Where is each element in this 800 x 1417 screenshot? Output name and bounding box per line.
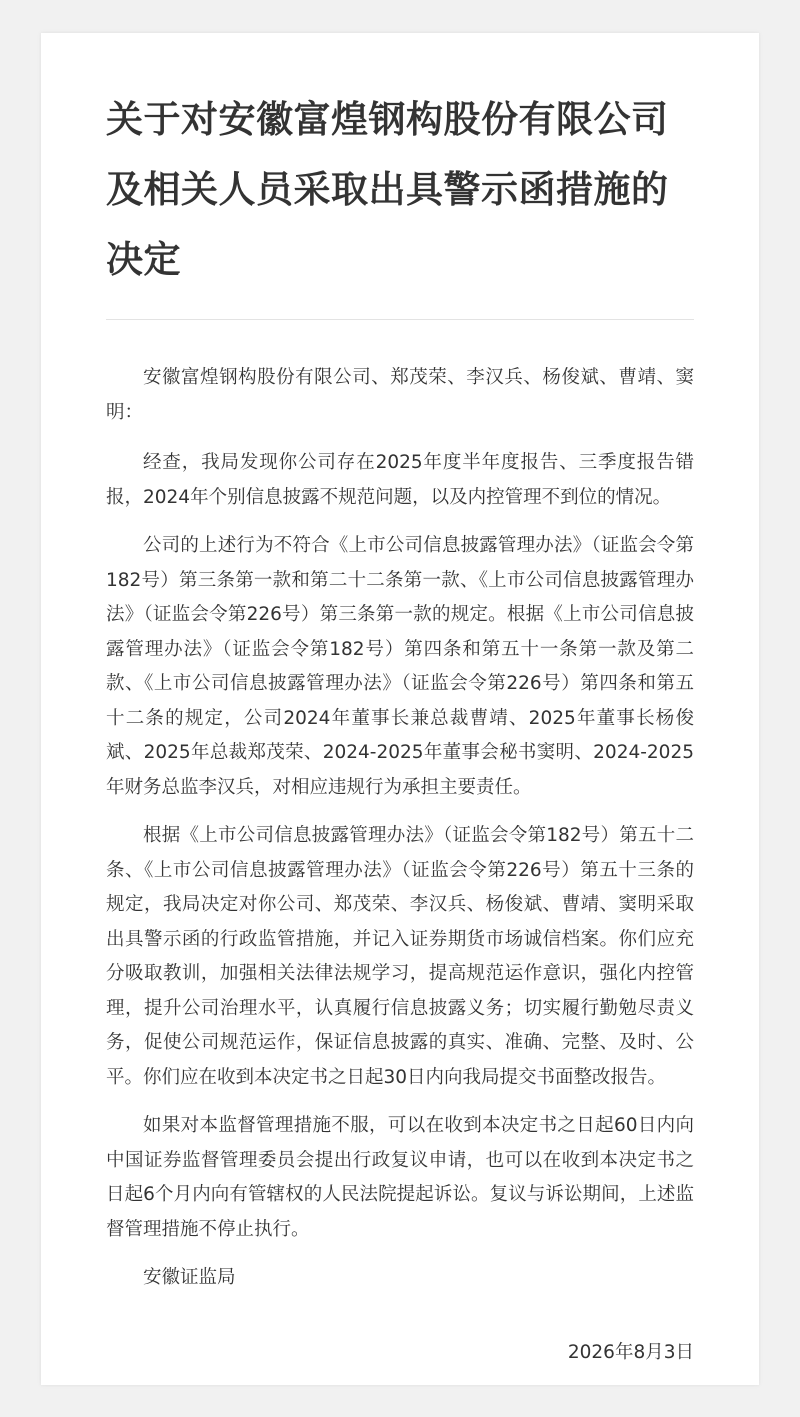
issuer-signature: 安徽证监局 [143, 1267, 236, 1288]
paragraph-violations: 公司的上述行为不符合《上市公司信息披露管理办法》（证监会令第182号）第三条第一款和第二十二条第一款、《上市公司信息披露管理办法》（证监会令第226号）第三条第一款的规定。根据《上市公司信息披露管理办法》（证监会令第182号）第四条和第五十一条第一款及第二款、《上市公司信息披露管理办法》（证监会令第226号）第四条和第五十二条的规定，公司2024年董事长兼总裁曹靖、2025年董事长杨俊斌、2025年总裁郑茂荣、2024-2025年董事会秘书窦明、2024-2025年财务总监李汉兵，对相应违规行为承担主要责任。 [106, 535, 694, 798]
document-body [106, 361, 694, 1370]
issue-date: 2026年8月3日 [567, 1341, 694, 1363]
document-card [41, 33, 759, 1385]
addressee: 安徽富煌钢构股份有限公司、郑茂荣、李汉兵、杨俊斌、曹靖、窦明： [106, 367, 694, 423]
paragraph-decision: 根据《上市公司信息披露管理办法》（证监会令第182号）第五十二条、《上市公司信息披露管理办法》（证监会令第226号）第五十三条的规定，我局决定对你公司、郑茂荣、李汉兵、杨俊斌、曹靖、窦明采取出具警示函的行政监管措施，并记入证券期货市场诚信档案。你们应充分吸取教训，加强相关法律法规学习，提高规范运作意识，强化内控管理，提升公司治理水平，认真履行信息披露义务；切实履行勤勉尽责义务，促使公司规范运作，保证信息披露的真实、准确、完整、及时、公平。你们应在收到本决定书之日起30日内向我局提交书面整改报告。 [106, 825, 694, 1088]
document-title: 关于对安徽富煌钢构股份有限公司及相关人员采取出具警示函措施的决定 [106, 98, 669, 281]
paragraph-appeal: 如果对本监督管理措施不服，可以在收到本决定书之日起60日内向中国证券监督管理委员会提出行政复议申请，也可以在收到本决定书之日起6个月内向有管辖权的人民法院提起诉讼。复议与诉讼期间，上述监督管理措施不停止执行。 [106, 1115, 694, 1240]
title-divider [106, 319, 694, 320]
paragraph-findings: 经查，我局发现你公司存在2025年度半年度报告、三季度报告错报，2024年个别信息披露不规范问题，以及内控管理不到位的情况。 [106, 452, 694, 508]
